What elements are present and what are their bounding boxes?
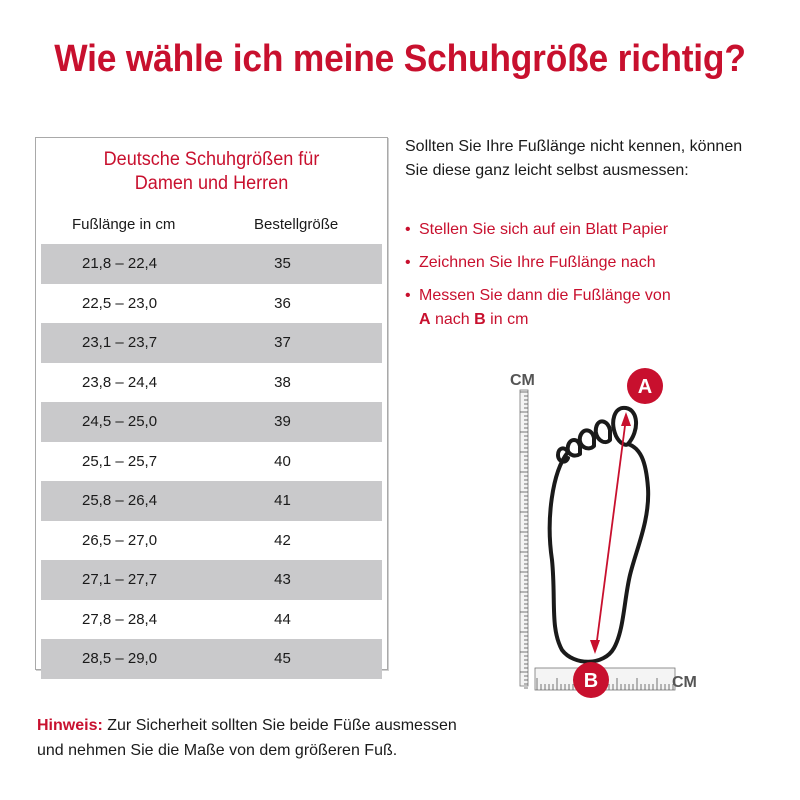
step-list	[405, 218, 785, 341]
size-cell: 43	[274, 571, 291, 589]
bullet-icon: •	[405, 254, 411, 271]
table-row	[41, 481, 382, 521]
hint-note	[37, 713, 557, 763]
step-item	[405, 251, 785, 275]
intro-line1: Sollten Sie Ihre Fußlänge nicht kennen, können	[405, 138, 743, 155]
length-cell: 27,8 – 28,4	[82, 610, 158, 628]
foot-measure-figure	[490, 360, 740, 710]
size-cell: 39	[274, 413, 291, 431]
step-text-mid: nach	[430, 311, 475, 328]
size-cell: 35	[274, 255, 291, 273]
table-row	[41, 560, 382, 600]
foot-illustration	[490, 360, 740, 710]
size-cell: 36	[274, 294, 291, 312]
bullet-icon: •	[405, 221, 411, 238]
column-header-length: Fußlänge in cm	[72, 216, 176, 233]
page-title: Wie wähle ich meine Schuhgröße richtig?	[54, 38, 746, 80]
hint-text-line1: Zur Sicherheit sollten Sie beide Füße ausmessen	[102, 717, 457, 734]
marker-b-label: B	[583, 670, 599, 692]
table-row	[41, 363, 382, 403]
step-item	[405, 218, 785, 242]
column-header-size: Bestellgröße	[254, 216, 339, 233]
step-text: Stellen Sie sich auf ein Blatt Papier	[419, 221, 669, 238]
length-cell: 25,8 – 26,4	[82, 492, 158, 510]
table-row	[41, 639, 382, 679]
table-row	[41, 323, 382, 363]
table-rows	[41, 244, 382, 679]
vertical-ruler	[520, 390, 528, 686]
table-row	[41, 244, 382, 284]
size-cell: 40	[274, 452, 291, 470]
marker-ref-a: A	[419, 311, 431, 328]
step-text: Messen Sie dann die Fußlänge von	[419, 287, 671, 304]
intro-line2: Sie diese ganz leicht selbst ausmessen:	[405, 162, 689, 179]
table-title-line2: Damen und Herren	[134, 173, 289, 194]
bullet-icon: •	[405, 287, 411, 304]
step-text: Zeichnen Sie Ihre Fußlänge nach	[419, 254, 656, 271]
length-cell: 27,1 – 27,7	[82, 571, 158, 589]
marker-a-label: A	[637, 376, 653, 398]
size-cell: 44	[274, 610, 291, 628]
table-row	[41, 284, 382, 324]
hint-text-line2: und nehmen Sie die Maße von dem größeren Fuß.	[37, 742, 398, 759]
table-row	[41, 442, 382, 482]
table-row	[41, 402, 382, 442]
hint-label: Hinweis:	[37, 717, 103, 734]
arrow-head-top-icon	[621, 412, 631, 426]
length-cell: 26,5 – 27,0	[82, 531, 158, 549]
measure-arrow	[596, 418, 626, 648]
table-title	[45, 148, 378, 196]
table-row	[41, 600, 382, 640]
length-cell: 23,8 – 24,4	[82, 373, 158, 391]
size-cell: 37	[274, 334, 291, 352]
unit-label-bottom: CM	[672, 674, 697, 691]
size-table	[35, 137, 388, 670]
table-row	[41, 521, 382, 561]
size-cell: 42	[274, 531, 291, 549]
marker-ref-b: B	[474, 311, 486, 328]
length-cell: 24,5 – 25,0	[82, 413, 158, 431]
length-cell: 23,1 – 23,7	[82, 334, 158, 352]
table-title-line1: Deutsche Schuhgrößen für	[103, 149, 320, 170]
length-cell: 22,5 – 23,0	[82, 294, 158, 312]
step-item	[405, 284, 785, 332]
arrow-head-bottom-icon	[590, 640, 600, 654]
length-cell: 21,8 – 22,4	[82, 255, 158, 273]
step-text-end: in cm	[485, 311, 529, 328]
length-cell: 25,1 – 25,7	[82, 452, 158, 470]
size-cell: 38	[274, 373, 291, 391]
intro-text	[405, 135, 765, 183]
size-cell: 41	[274, 492, 291, 510]
unit-label-top: CM	[510, 372, 535, 389]
length-cell: 28,5 – 29,0	[82, 650, 158, 668]
size-cell: 45	[274, 650, 291, 668]
